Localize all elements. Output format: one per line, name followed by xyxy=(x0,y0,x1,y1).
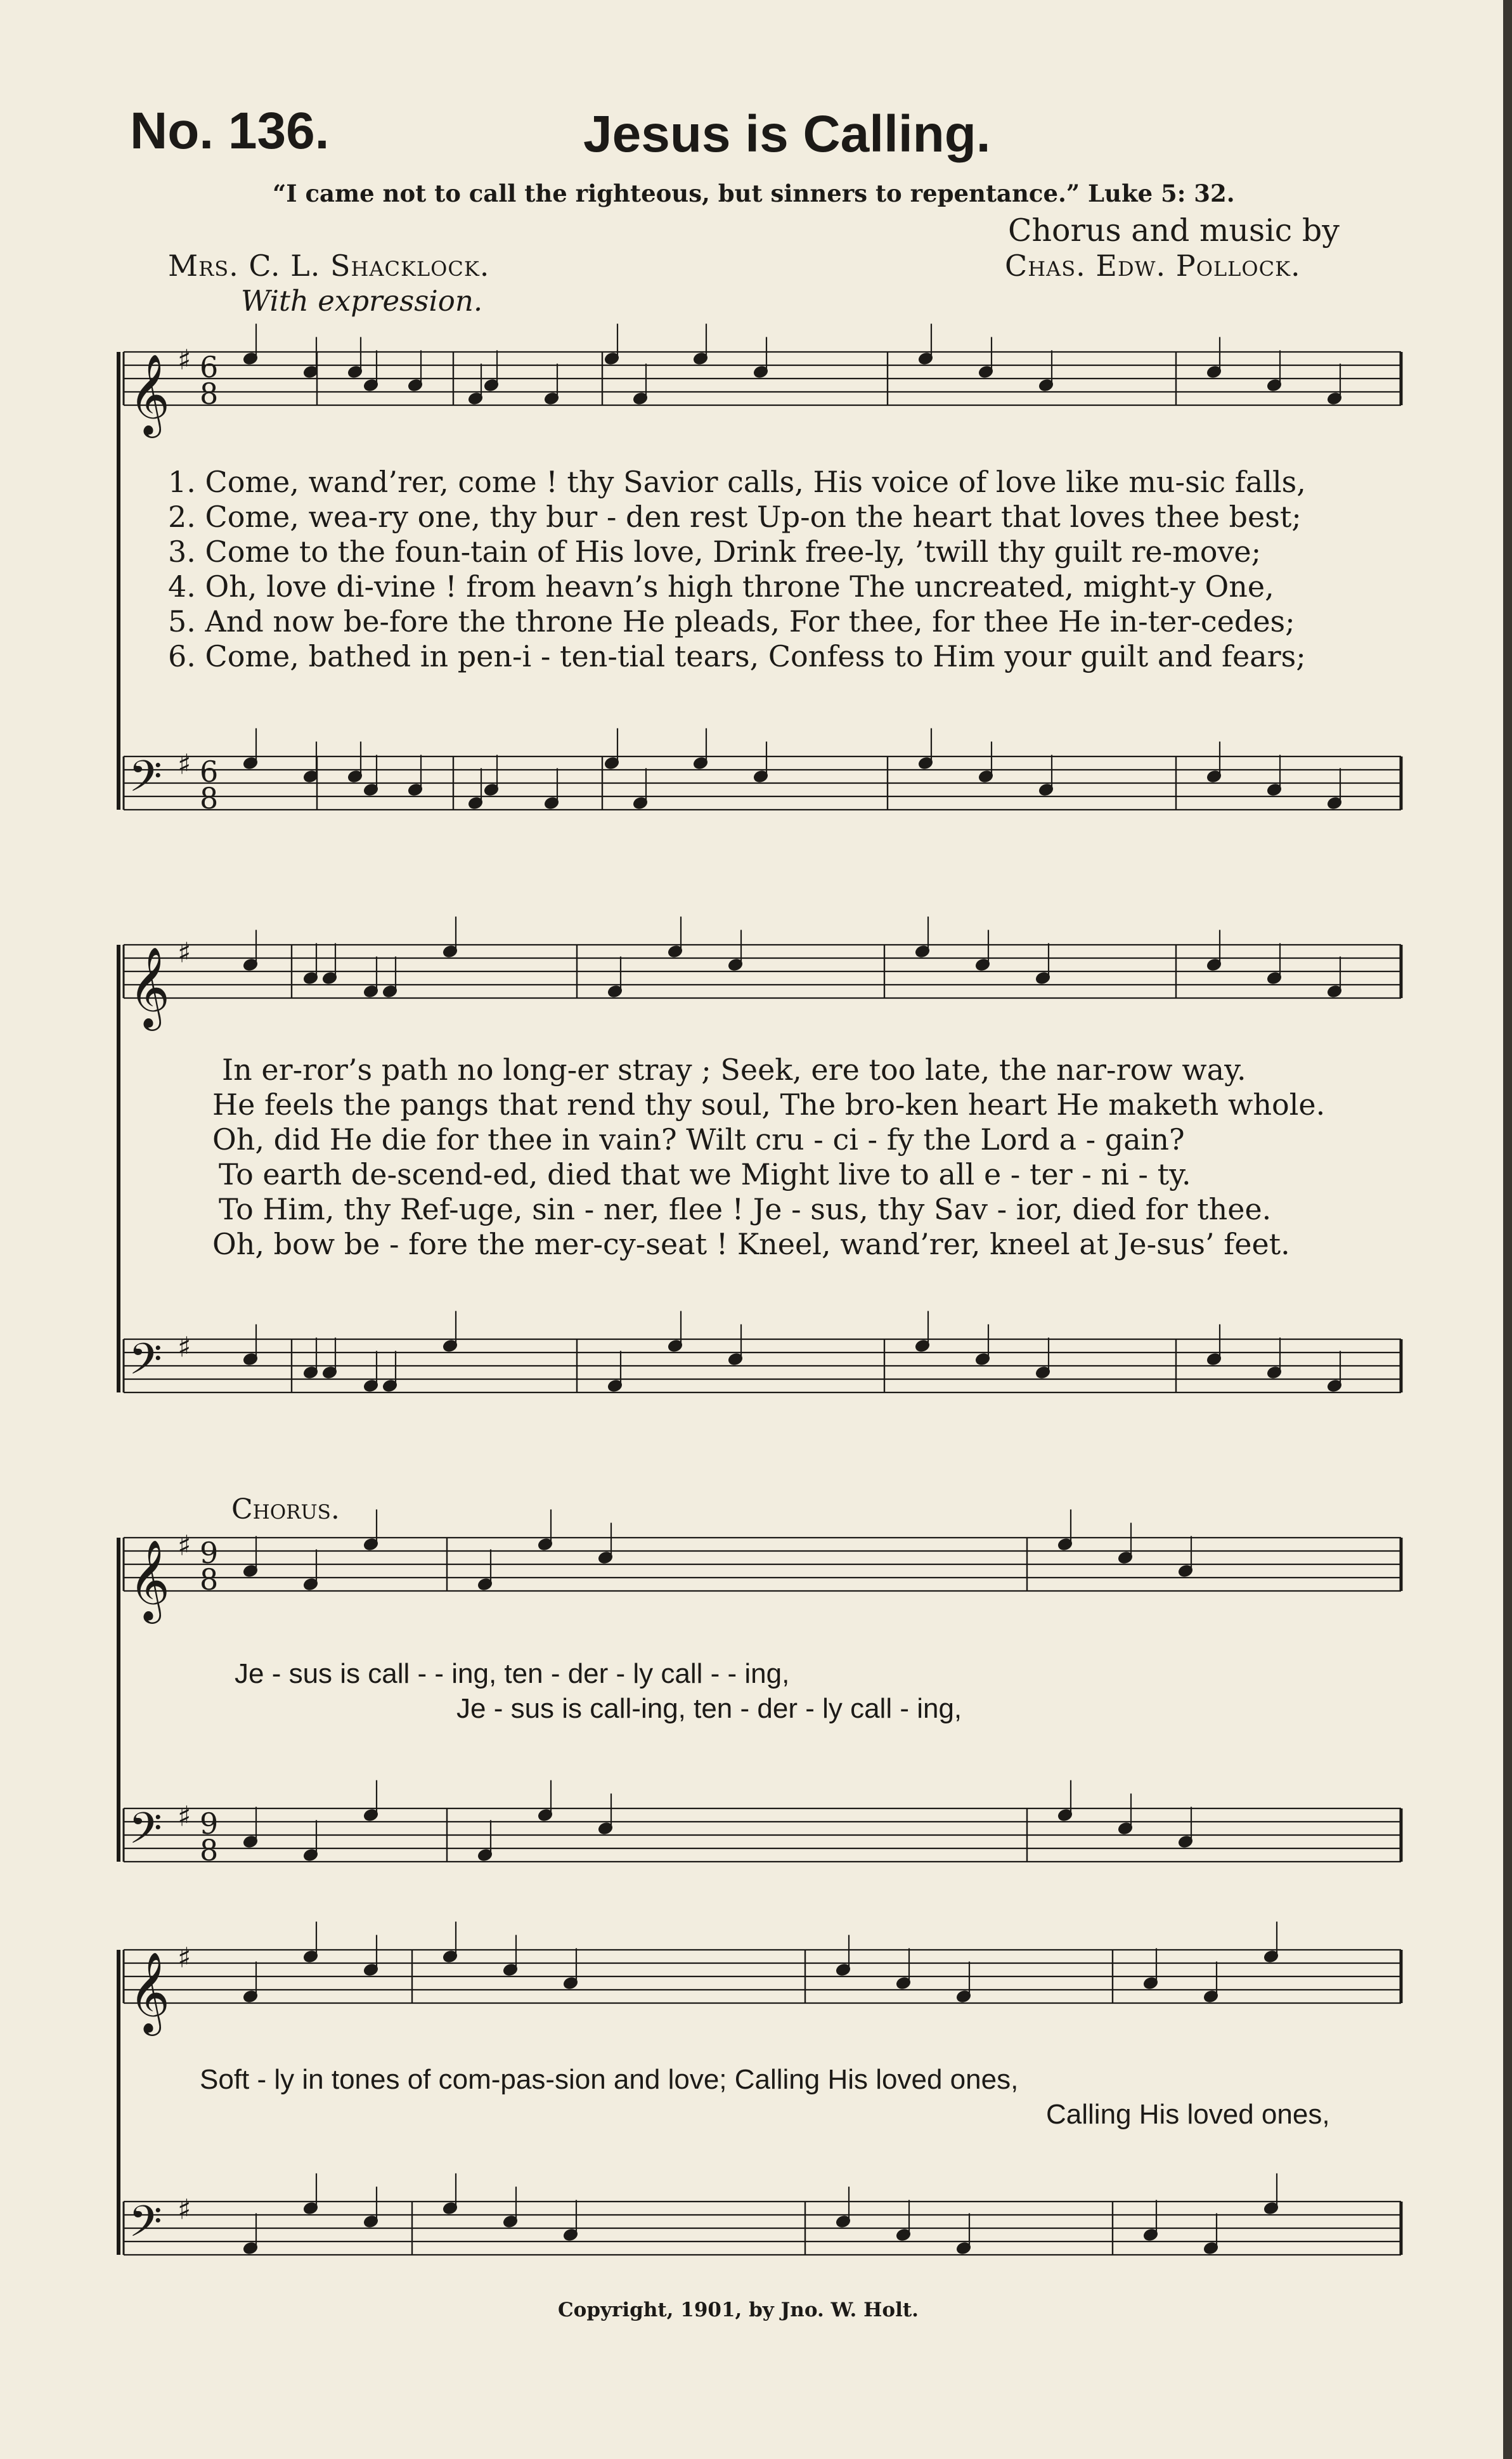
key-signature-sharp: ♯ xyxy=(178,1331,191,1364)
key-signature-sharp: ♯ xyxy=(178,1942,191,1975)
verse-line-1: 1. Come, wand’rer, come ! thy Savior calls, His voice of love like mu-sic falls, xyxy=(168,465,1306,499)
time-signature-top: 9 xyxy=(200,1807,219,1841)
chorus-lyric-alto-2: Calling His loved ones, xyxy=(1046,2099,1330,2130)
scripture-quote: “I came not to call the righteous, but sinners to repentance.” Luke 5: 32. xyxy=(273,179,1235,207)
bass-clef: 𝄢 xyxy=(129,1804,162,1864)
refrain-line-5: To Him, thy Ref-uge, sin - ner, flee ! Je - sus, thy Sav - ior, died for thee. xyxy=(219,1192,1272,1226)
hymn-title: Jesus is Calling. xyxy=(583,105,991,163)
composer-credit-line1: Chorus and music by xyxy=(1008,212,1340,249)
refrain-line-6: Oh, bow be - fore the mer-cy-seat ! Kneel, wand’rer, kneel at Je-sus’ feet. xyxy=(212,1227,1290,1261)
time-signature-bottom: 8 xyxy=(200,781,219,815)
key-signature-sharp: ♯ xyxy=(178,2193,191,2226)
treble-clef: 𝄞 xyxy=(129,1951,171,2032)
bass-clef: 𝄢 xyxy=(129,752,162,812)
page-edge xyxy=(1503,0,1512,2459)
verse-line-5: 5. And now be-fore the throne He pleads, For thee, for thee He in-ter-cedes; xyxy=(168,604,1295,639)
treble-clef: 𝄞 xyxy=(129,1539,171,1620)
expression-marking: With expression. xyxy=(241,284,483,318)
composer-credit-line2: Chas. Edw. Pollock. xyxy=(1005,249,1301,283)
time-signature-bottom: 8 xyxy=(200,1833,219,1867)
refrain-line-1: In er-ror’s path no long-er stray ; Seek, ere too late, the nar-row way. xyxy=(222,1053,1246,1087)
key-signature-sharp: ♯ xyxy=(178,1529,191,1562)
copyright-notice: Copyright, 1901, by Jno. W. Holt. xyxy=(558,2299,919,2321)
time-signature-bottom: 8 xyxy=(200,377,219,411)
time-signature-top: 6 xyxy=(200,350,219,384)
key-signature-sharp: ♯ xyxy=(178,748,191,781)
verse-line-6: 6. Come, bathed in pen-i - ten-tial tears, Confess to Him your guilt and fears; xyxy=(168,639,1306,673)
time-signature-bottom: 8 xyxy=(200,1562,219,1597)
verse-line-3: 3. Come to the foun-tain of His love, Drink free-ly, ’twill thy guilt re-move; xyxy=(168,535,1262,569)
time-signature-top: 9 xyxy=(200,1536,219,1570)
key-signature-sharp: ♯ xyxy=(178,937,191,970)
hymn-number: No. 136. xyxy=(130,102,330,160)
verse-line-2: 2. Come, wea-ry one, thy bur - den rest Up-on the heart that loves thee best; xyxy=(168,500,1302,534)
chorus-label: Chorus. xyxy=(231,1493,340,1526)
refrain-line-3: Oh, did He die for thee in vain? Wilt cru - ci - fy the Lord a - gain? xyxy=(212,1122,1185,1157)
treble-clef: 𝄞 xyxy=(129,946,171,1027)
lyricist-credit: Mrs. C. L. Shacklock. xyxy=(168,249,490,283)
key-signature-sharp: ♯ xyxy=(178,344,191,377)
bass-clef: 𝄢 xyxy=(129,2197,162,2257)
chorus-lyric-soprano-2: Soft - ly in tones of com-pas-sion and love; Calling His loved ones, xyxy=(200,2064,1019,2095)
verse-line-4: 4. Oh, love di-vine ! from heavn’s high throne The uncreated, might-y One, xyxy=(168,569,1274,604)
time-signature-top: 6 xyxy=(200,755,219,789)
refrain-line-2: He feels the pangs that rend thy soul, The bro-ken heart He maketh whole. xyxy=(212,1087,1326,1122)
chorus-lyric-soprano-1: Je - sus is call - - ing, ten - der - ly call - - ing, xyxy=(235,1658,790,1689)
key-signature-sharp: ♯ xyxy=(178,1800,191,1833)
chorus-lyric-alto-1: Je - sus is call-ing, ten - der - ly call - ing, xyxy=(456,1693,962,1724)
bass-clef: 𝄢 xyxy=(129,1335,162,1395)
treble-clef: 𝄞 xyxy=(129,353,171,434)
refrain-line-4: To earth de-scend-ed, died that we Might live to all e - ter - ni - ty. xyxy=(219,1157,1191,1191)
